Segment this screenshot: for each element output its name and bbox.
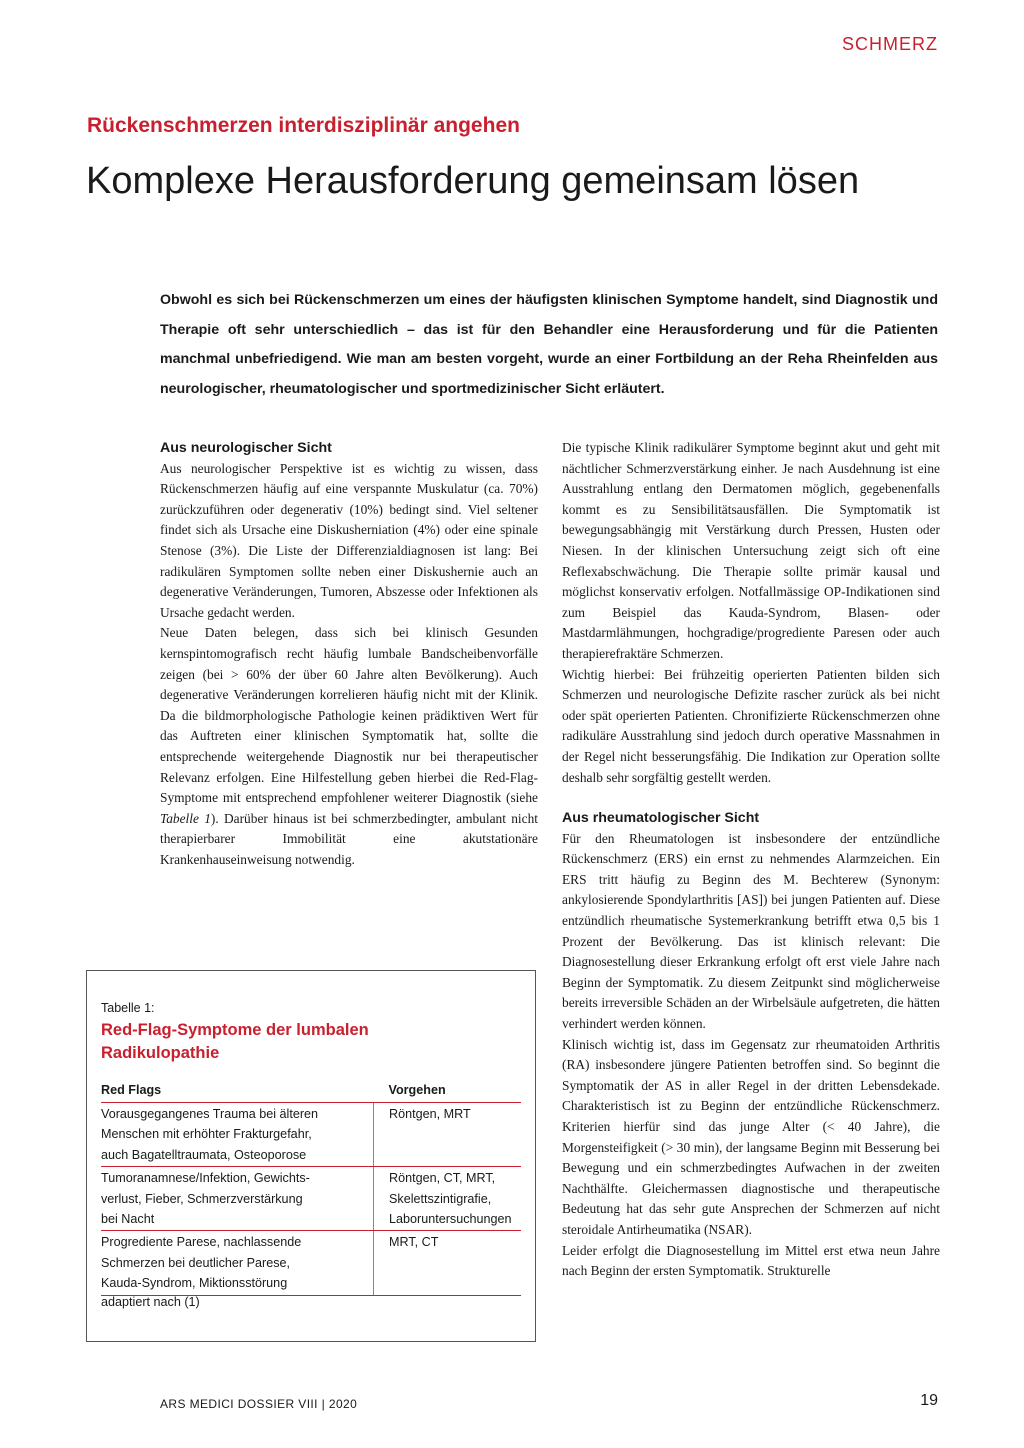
page-number: 19 [920, 1392, 938, 1409]
paragraph: Wichtig hierbei: Bei frühzeitig operierten Patienten bilden sich Schmerzen und neurologische Defizite rascher zurück als bei nicht oder spät operierten Patienten. Chronifizierte Rückenschmerzen ohne radikuläre Ausstrahlung sind jedoch durch operative Massnahmen in der Regel nicht besserungsfähig. Die Indikation zur Operation sollte deshalb sehr sorgfältig gestellt werden. [562, 666, 940, 785]
section-label: SCHMERZ [842, 34, 938, 54]
left-column [160, 438, 538, 870]
paragraph-text: Neue Daten belegen, dass sich bei klinisch Gesunden kernspintomografisch recht häufig lumbale Bandscheibenvorfälle zeigen (bei > 60% der über 60 Jahre alten Bevölkerung). Auch degenerative Veränderungen korrelieren häufig nicht mit der Klinik. Da die bildmorphologische Pathologie keinen prädiktiven Wert für das Auftreten einer klinischen Symptomatik hat, sollte die entsprechende weitergehende Diagnostik nur bei therapeutischer Relevanz erfolgen. Eine Hilfestellung geben hierbei die Red-Flag-Symptome mit entsprechend empfohlener weiterer Diagnostik (siehe [160, 625, 538, 806]
paragraph: Aus neurologischer Perspektive ist es wichtig zu wissen, dass Rückenschmerzen häufig auf eine verspannte Muskulatur (ca. 70%) zurückzuführen oder degenerativ (10%) bedingt sind. Viel seltener findet sich als Ursache eine Diskusherniation (4%) oder eine spinale Stenose (3%). Die Liste der Differenzialdiagnosen ist lang: Bei radikulären Symptomen sollte neben einer Diskushernie auch an degenerative Veränderungen, Tumoren, Abszesse oder Infektionen als Ursache gedacht werden. [160, 460, 538, 620]
table-row [101, 1103, 521, 1167]
red-flag-table [101, 1081, 521, 1296]
table-label: Tabelle 1: [101, 1001, 155, 1015]
paragraph: Für den Rheumatologen ist insbesondere der entzündliche Rückenschmerz (ERS) ein ernst zu nehmendes Alarmzeichen. Ein ERS tritt häufig zu Beginn des M. Bechterew (Synonym: ankylosierende Spondylarthritis [AS]) bei jungen Patienten auf. Diese entzündlich rheumatische Systemerkrankung betrifft etwa 0,5 bis 1 Prozent der Bevölkerung. Das ist klinisch relevant: Die Diagnosestellung dieser Erkrankung erfolgt oft erst viele Jahre nach Beginn der Symptomatik. Zu diesem Zeitpunkt sind möglicherweise bereits irreversible Schäden an der Wirbelsäule aufgetreten, die hätten verhindert werden können. [562, 830, 940, 1032]
table-source-note: adaptiert nach (1) [101, 1295, 200, 1309]
paragraph [160, 623, 538, 870]
paragraph: Klinisch wichtig ist, dass im Gegensatz zur rheumatoiden Arthritis (RA) insbesondere jüngere Patienten betroffen sind. So beginnt die Symptomatik der AS in aller Regel in der dritten Lebensdekade. Charakteristisch ist zu Beginn der entzündliche Rückenschmerz. Kriterien hierfür sind das junge Alter (< 40 Jahre), die Morgensteifigkeit (> 30 min), der langsame Beginn mit Besserung bei Bewegung und ein schmerzbedingtes Aufwachen in der zweiten Nachthälfte. Gleichermassen diagnostische und therapeutische Bedeutung hat das sehr gute Ansprechen der Schmerzen auf nicht steroidale Antirheumatika (NSAR). [562, 1036, 940, 1237]
paragraph-text: ). Darüber hinaus ist bei schmerzbedingter, ambulant nicht therapierbarer Immobilität eine akutstationäre Krankenhauseinweisung notwendig. [160, 810, 538, 867]
paragraph: Die typische Klinik radikulärer Symptome beginnt akut und geht mit nächtlicher Schmerzverstärkung einher. Je nach Ausdehnung ist eine Ausstrahlung entlang den Dermatomen möglich, gegebenenfalls kommt es zu Sensibilitätsausfällen. Die Symptomatik ist bewegungsabhängig mit Verstärkung durch Pressen, Husten oder Niesen. In der klinischen Untersuchung zeigt sich oft eine Reflexabschwächung. Die Therapie sollte primär kausal und möglichst konservativ erfolgen. Notfallmässige OP-Indikationen sind zum Beispiel das Kauda-Syndrom, Blasen- oder Mastdarmlähmungen, hochgradige/progrediente Paresen oder auch therapierefraktäre Schmerzen. [562, 440, 940, 661]
red-flag-table-box [86, 970, 536, 1342]
article-title: Komplexe Herausforderung gemeinsam lösen [86, 160, 860, 202]
table-row [101, 1231, 521, 1295]
table-cell: Röntgen, MRT [374, 1103, 522, 1167]
table-header-row [101, 1081, 521, 1103]
column-header-red-flags: Red Flags [101, 1081, 374, 1103]
spacer [562, 788, 940, 808]
table-cell: Röntgen, CT, MRT, Skelettszintigrafie, Laboruntersuchungen [374, 1167, 522, 1231]
table-title: Red-Flag-Symptome der lumbalen Radikulopathie [101, 1021, 369, 1062]
paragraph: Leider erfolgt die Diagnosestellung im Mittel erst etwa neun Jahre nach Beginn der ersten Symptomatik. Strukturelle [562, 1242, 940, 1279]
table-row [101, 1167, 521, 1231]
table-cell: MRT, CT [374, 1231, 522, 1295]
right-column [562, 438, 940, 1282]
journal-footer: ARS MEDICI DOSSIER VIII | 2020 [160, 1397, 358, 1411]
article-kicker: Rückenschmerzen interdisziplinär angehen [87, 114, 520, 137]
table-cell: Vorausgegangenes Trauma bei älteren Menschen mit erhöhter Frakturgefahr, auch Bagatelltraumata, Osteoporose [101, 1103, 374, 1167]
section-heading-rheumatology: Aus rheumatologischer Sicht [562, 810, 760, 827]
article-lead: Obwohl es sich bei Rückenschmerzen um eines der häufigsten klinischen Symptome handelt, sind Diagnostik und Therapie oft sehr unterschiedlich – das ist für den Behandler eine Herausforderung und für die Patienten manchmal unbefriedigend. Wie man am besten vorgeht, wurde an einer Fortbildung an der Reha Rheinfelden aus neurologischer, rheumatologischer und sportmedizinischer Sicht erläutert. [160, 292, 938, 397]
table-cell: Tumoranamnese/Infektion, Gewichts- verlust, Fieber, Schmerzverstärkung bei Nacht [101, 1167, 374, 1231]
table-reference: Tabelle 1 [160, 810, 211, 826]
table-cell: Progrediente Parese, nachlassende Schmerzen bei deutlicher Parese, Kauda-Syndrom, Miktionsstörung [101, 1231, 374, 1295]
column-header-vorgehen: Vorgehen [374, 1081, 522, 1103]
section-heading-neurology: Aus neurologischer Sicht [160, 440, 332, 456]
